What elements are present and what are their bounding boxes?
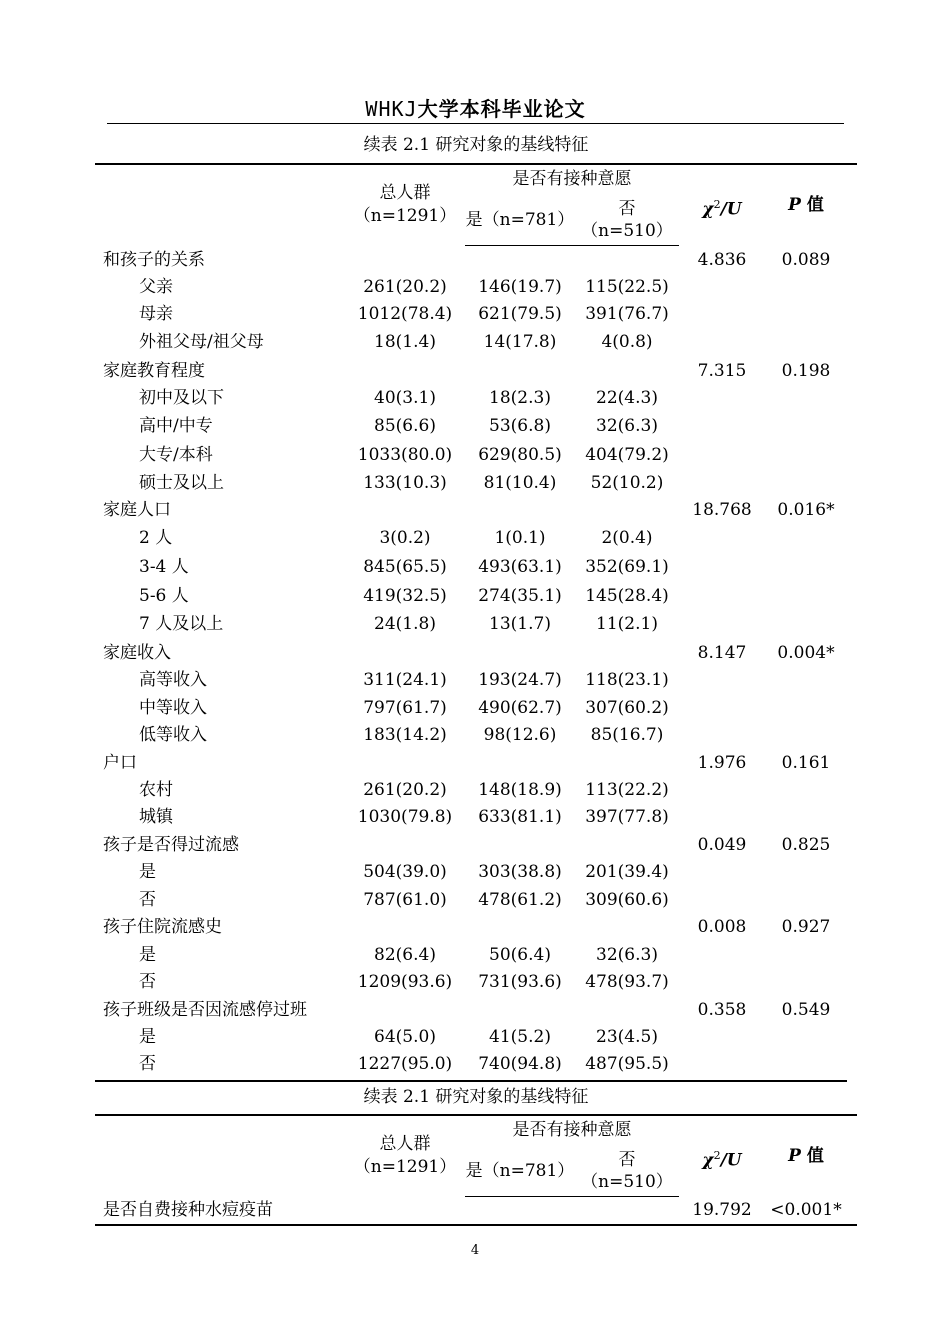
cell-total: [345, 833, 465, 857]
cell-yes: 621(79.5): [478, 304, 562, 324]
row-label: 3-4 人: [139, 557, 189, 577]
cell-total: [345, 498, 465, 522]
table1-total-header: 总人群: [379, 183, 431, 203]
cell-yes: [465, 751, 575, 775]
cell-no: 391(76.7): [585, 304, 669, 324]
cell-total: 845(65.5): [363, 557, 447, 577]
cell-no: 11(2.1): [596, 614, 658, 634]
row-label: 和孩子的关系: [103, 250, 205, 270]
cell-chi: [682, 386, 762, 410]
cell-no: [575, 1198, 679, 1222]
cell-no: 113(22.2): [585, 780, 669, 800]
cell-p: [765, 805, 847, 829]
cell-chi: [682, 943, 762, 967]
cell-no: [575, 915, 679, 939]
cell-p: 0.825: [781, 835, 831, 855]
cell-chi: [682, 443, 762, 467]
row-label: 初中及以下: [139, 388, 224, 408]
cell-chi: 0.008: [697, 917, 747, 937]
table1-top-rule: [95, 163, 857, 165]
cell-p: [765, 302, 847, 326]
cell-no: [575, 998, 679, 1022]
cell-no: 307(60.2): [585, 698, 669, 718]
cell-total: 24(1.8): [374, 614, 436, 634]
cell-yes: 81(10.4): [483, 473, 557, 493]
table2-top-rule: [95, 1114, 857, 1116]
cell-p: 0.089: [781, 250, 831, 270]
row-label: 农村: [139, 780, 173, 800]
cell-no: 397(77.8): [585, 807, 669, 827]
table1-caption: 续表 2.1 研究对象的基线特征: [363, 135, 589, 155]
row-label: 大专/本科: [139, 445, 213, 465]
cell-p: [765, 1052, 847, 1076]
table1-chi-header: $\chi^2/U$: [702, 198, 742, 220]
cell-yes: 146(19.7): [478, 277, 562, 297]
row-label: 父亲: [139, 277, 173, 297]
cell-p: [765, 696, 847, 720]
row-label: 高等收入: [139, 670, 207, 690]
cell-yes: 633(81.1): [478, 807, 562, 827]
cell-yes: 493(63.1): [478, 557, 562, 577]
row-label: 硕士及以上: [139, 473, 224, 493]
cell-p: [765, 888, 847, 912]
cell-no: 23(4.5): [596, 1027, 658, 1047]
row-label: 7 人及以上: [139, 614, 224, 634]
table2-group-rule: [465, 1196, 679, 1197]
cell-total: 133(10.3): [363, 473, 447, 493]
cell-total: 787(61.0): [363, 890, 447, 910]
table2-group-header: 是否有接种意愿: [512, 1120, 632, 1140]
row-label: 是: [139, 1027, 156, 1047]
cell-total: 419(32.5): [363, 586, 447, 606]
row-label: 2 人: [139, 528, 173, 548]
cell-total: 1209(93.6): [357, 972, 453, 992]
row-label: 5-6 人: [139, 586, 189, 606]
cell-p: [765, 443, 847, 467]
cell-no: [575, 359, 679, 383]
row-label: 否: [139, 890, 156, 910]
cell-chi: [682, 668, 762, 692]
cell-p: [765, 555, 847, 579]
cell-total: 40(3.1): [374, 388, 436, 408]
cell-p: [765, 330, 847, 354]
cell-chi: 4.836: [697, 250, 747, 270]
cell-total: 64(5.0): [374, 1027, 436, 1047]
cell-no: [575, 498, 679, 522]
row-label: 是: [139, 945, 156, 965]
cell-total: [345, 1198, 465, 1222]
cell-total: 3(0.2): [379, 528, 431, 548]
cell-yes: 14(17.8): [483, 332, 557, 352]
cell-total: [345, 641, 465, 665]
cell-p: [765, 943, 847, 967]
cell-yes: 18(2.3): [489, 388, 551, 408]
cell-total: 85(6.6): [374, 416, 436, 436]
cell-p: [765, 414, 847, 438]
cell-p: [765, 723, 847, 747]
cell-yes: 274(35.1): [478, 586, 562, 606]
cell-yes: 50(6.4): [489, 945, 551, 965]
cell-no: [575, 833, 679, 857]
cell-chi: 7.315: [697, 361, 747, 381]
cell-yes: [465, 1198, 575, 1222]
table2-total-header: 总人群: [379, 1134, 431, 1154]
cell-chi: [682, 584, 762, 608]
cell-chi: 1.976: [697, 753, 747, 773]
cell-chi: [682, 1052, 762, 1076]
cell-total: 797(61.7): [363, 698, 447, 718]
cell-total: 1030(79.8): [357, 807, 453, 827]
cell-p: 0.198: [781, 361, 831, 381]
cell-total: 82(6.4): [374, 945, 436, 965]
cell-total: [345, 751, 465, 775]
table1-no-n: （n=510）: [581, 221, 673, 241]
cell-no: 309(60.6): [585, 890, 669, 910]
cell-yes: 98(12.6): [483, 725, 557, 745]
cell-chi: [682, 275, 762, 299]
cell-chi: 8.147: [697, 643, 747, 663]
cell-p: [765, 778, 847, 802]
header-latin: WHKJ: [365, 97, 418, 121]
row-label: 中等收入: [139, 698, 207, 718]
cell-yes: 731(93.6): [478, 972, 562, 992]
table1-yes-header: 是（n=781）: [465, 210, 575, 230]
cell-yes: 13(1.7): [489, 614, 551, 634]
cell-no: 487(95.5): [585, 1054, 669, 1074]
cell-no: 115(22.5): [585, 277, 669, 297]
cell-yes: [465, 359, 575, 383]
table1-group-rule: [465, 245, 679, 246]
cell-chi: [682, 723, 762, 747]
cell-chi: [682, 970, 762, 994]
page-number: 4: [470, 1243, 480, 1258]
row-label: 是: [139, 862, 156, 882]
cell-chi: [682, 888, 762, 912]
cell-no: 352(69.1): [585, 557, 669, 577]
page-header: [107, 95, 844, 124]
cell-no: 2(0.4): [601, 528, 653, 548]
row-label: 城镇: [139, 807, 173, 827]
table2-yes-header: 是（n=781）: [465, 1161, 575, 1181]
cell-p: [765, 275, 847, 299]
cell-total: 261(20.2): [363, 277, 447, 297]
cell-yes: 148(18.9): [478, 780, 562, 800]
cell-p: <0.001*: [770, 1200, 842, 1220]
table2-bottom-rule: [95, 1224, 857, 1226]
cell-yes: 490(62.7): [478, 698, 562, 718]
cell-yes: 193(24.7): [478, 670, 562, 690]
cell-no: 85(16.7): [590, 725, 664, 745]
cell-total: 18(1.4): [374, 332, 436, 352]
cell-no: [575, 751, 679, 775]
table2-no-n: （n=510）: [581, 1172, 673, 1192]
cell-yes: [465, 833, 575, 857]
table2-p-header: P 值: [788, 1146, 824, 1166]
cell-no: 52(10.2): [590, 473, 664, 493]
cell-no: 32(6.3): [596, 945, 658, 965]
cell-yes: 41(5.2): [489, 1027, 551, 1047]
cell-yes: 53(6.8): [489, 416, 551, 436]
cell-total: 183(14.2): [363, 725, 447, 745]
cell-total: 261(20.2): [363, 780, 447, 800]
cell-p: [765, 1025, 847, 1049]
cell-no: [575, 641, 679, 665]
cell-total: [345, 248, 465, 272]
cell-p: [765, 386, 847, 410]
cell-yes: [465, 248, 575, 272]
cell-p: 0.549: [781, 1000, 831, 1020]
row-label: 母亲: [139, 304, 173, 324]
cell-p: 0.927: [781, 917, 831, 937]
cell-total: [345, 359, 465, 383]
cell-total: 1033(80.0): [357, 445, 453, 465]
table2-caption: 续表 2.1 研究对象的基线特征: [363, 1087, 589, 1107]
cell-no: 145(28.4): [585, 586, 669, 606]
cell-total: 504(39.0): [363, 862, 447, 882]
cell-chi: [682, 471, 762, 495]
cell-chi: [682, 330, 762, 354]
cell-p: [765, 584, 847, 608]
header-cjk: 大学本科毕业论文: [417, 97, 586, 121]
row-label: 低等收入: [139, 725, 207, 745]
row-label: 户口: [103, 753, 137, 773]
cell-total: [345, 998, 465, 1022]
cell-yes: [465, 998, 575, 1022]
table2-chi-header: $\chi^2/U$: [702, 1149, 742, 1171]
cell-yes: 1(0.1): [494, 528, 546, 548]
row-label: 家庭教育程度: [103, 361, 205, 381]
cell-no: 4(0.8): [601, 332, 653, 352]
table1-total-n: （n=1291）: [353, 206, 457, 226]
cell-total: 1227(95.0): [357, 1054, 453, 1074]
cell-yes: 303(38.8): [478, 862, 562, 882]
cell-p: [765, 612, 847, 636]
row-label: 高中/中专: [139, 416, 213, 436]
cell-no: 22(4.3): [596, 388, 658, 408]
row-label: 否: [139, 972, 156, 992]
row-label: 家庭收入: [103, 643, 171, 663]
table1-bottom-rule: [95, 1080, 847, 1082]
cell-chi: [682, 526, 762, 550]
cell-no: 118(23.1): [585, 670, 669, 690]
cell-p: [765, 526, 847, 550]
cell-p: [765, 970, 847, 994]
cell-yes: 740(94.8): [478, 1054, 562, 1074]
table2-total-n: （n=1291）: [353, 1157, 457, 1177]
cell-no: 32(6.3): [596, 416, 658, 436]
cell-chi: [682, 805, 762, 829]
cell-chi: [682, 414, 762, 438]
row-label: 外祖父母/祖父母: [139, 332, 264, 352]
cell-chi: [682, 778, 762, 802]
cell-chi: [682, 1025, 762, 1049]
cell-chi: [682, 696, 762, 720]
cell-p: [765, 860, 847, 884]
cell-yes: [465, 915, 575, 939]
table1-no-header: 否: [618, 199, 636, 219]
cell-no: [575, 248, 679, 272]
row-label: 孩子班级是否因流感停过班: [103, 1000, 307, 1020]
row-label: 孩子是否得过流感: [103, 835, 239, 855]
cell-yes: 629(80.5): [478, 445, 562, 465]
cell-no: 478(93.7): [585, 972, 669, 992]
cell-chi: [682, 555, 762, 579]
cell-no: 201(39.4): [585, 862, 669, 882]
cell-total: 311(24.1): [363, 670, 447, 690]
cell-p: 0.161: [781, 753, 831, 773]
table2-no-header: 否: [618, 1150, 636, 1170]
cell-total: 1012(78.4): [357, 304, 453, 324]
row-label: 是否自费接种水痘疫苗: [103, 1200, 273, 1220]
cell-chi: [682, 302, 762, 326]
cell-yes: [465, 498, 575, 522]
cell-chi: 19.792: [692, 1200, 752, 1220]
row-label: 否: [139, 1054, 156, 1074]
cell-yes: [465, 641, 575, 665]
row-label: 孩子住院流感史: [103, 917, 222, 937]
table1-group-header: 是否有接种意愿: [512, 169, 632, 189]
cell-p: 0.004*: [777, 643, 835, 663]
cell-total: [345, 915, 465, 939]
cell-p: [765, 668, 847, 692]
cell-p: 0.016*: [777, 500, 835, 520]
cell-chi: [682, 612, 762, 636]
cell-chi: 18.768: [692, 500, 752, 520]
cell-chi: [682, 860, 762, 884]
cell-no: 404(79.2): [585, 445, 669, 465]
row-label: 家庭人口: [103, 500, 171, 520]
cell-chi: 0.049: [697, 835, 747, 855]
cell-chi: 0.358: [697, 1000, 747, 1020]
cell-yes: 478(61.2): [478, 890, 562, 910]
cell-p: [765, 471, 847, 495]
table1-p-header: P 值: [788, 195, 824, 215]
